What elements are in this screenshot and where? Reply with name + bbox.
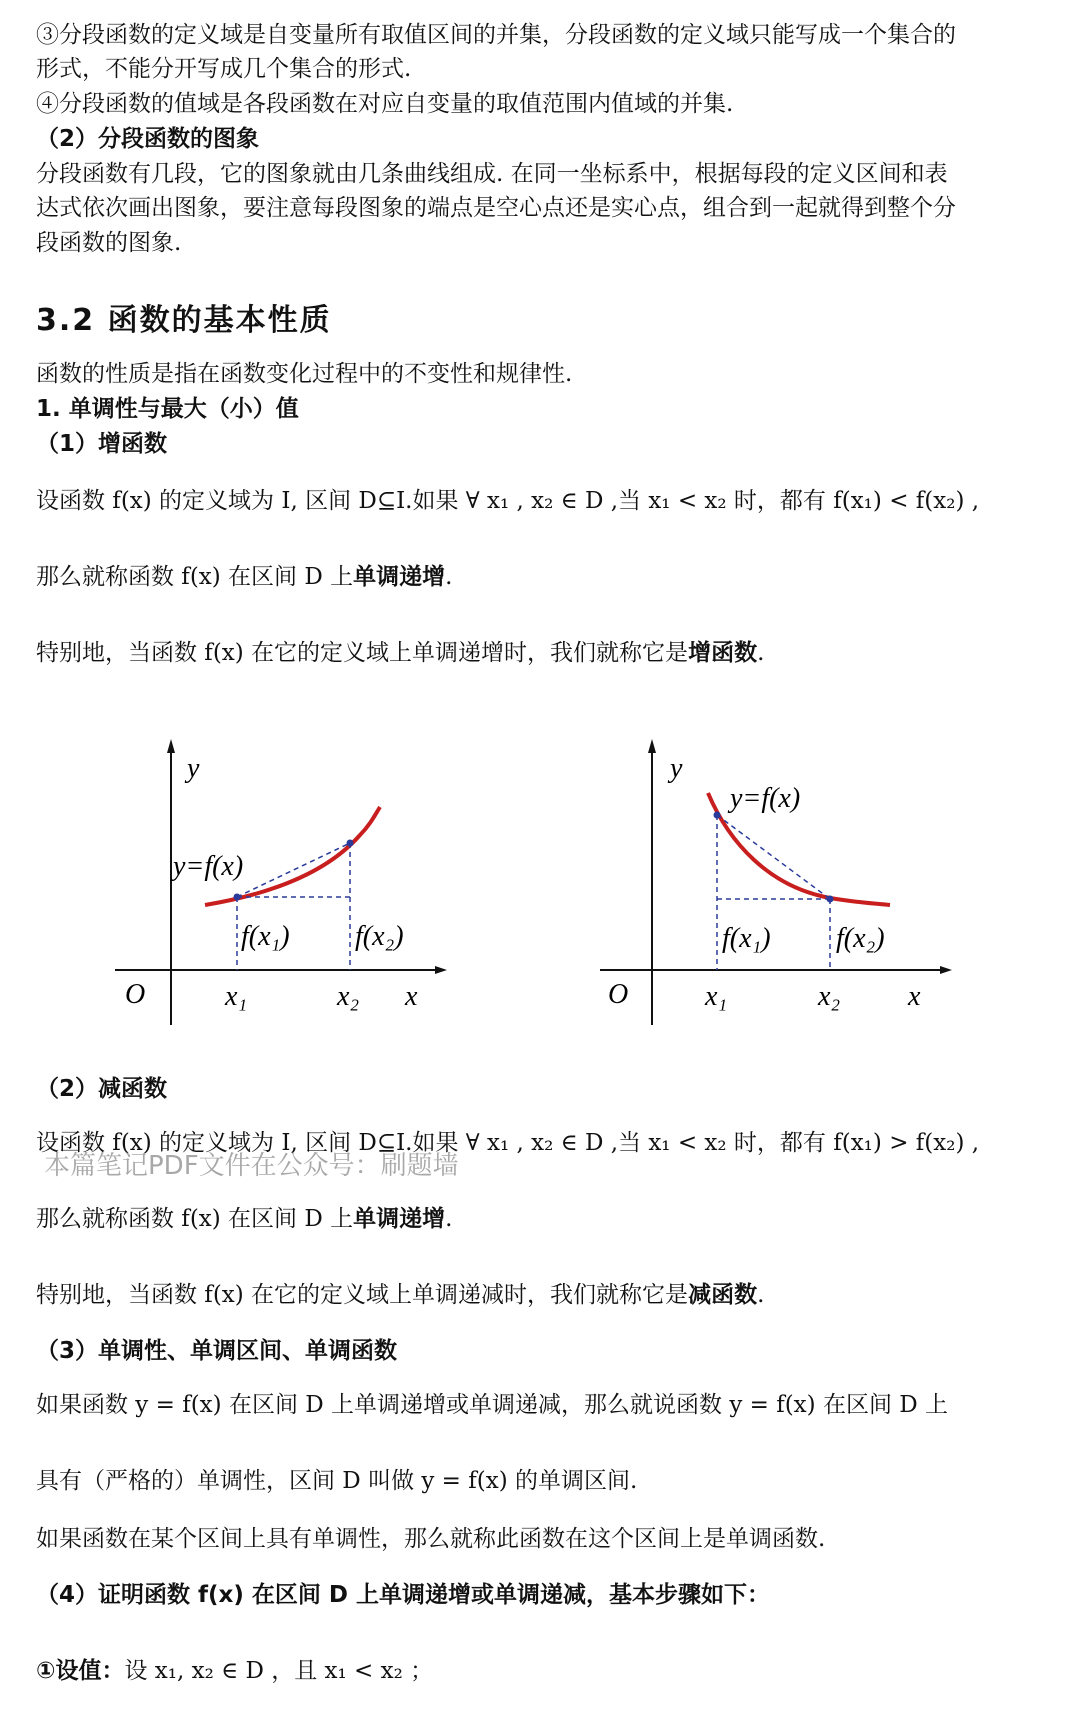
- text-line: ③分段函数的定义域是自变量所有取值区间的并集，分段函数的定义域只能写成一个集合的: [36, 22, 956, 48]
- y-axis-arrow: [648, 739, 656, 753]
- text-line: 具有（严格的）单调性，区间 D 叫做 y = f(x) 的单调区间.: [36, 1468, 638, 1494]
- origin-label: O: [125, 979, 146, 1010]
- fx1-label: f(x₁): [722, 923, 771, 954]
- text-span: 特别地，当函数 f(x) 在它的定义域上单调递减时，我们就称它是: [36, 1282, 689, 1308]
- text-line: ④分段函数的值域是各段函数在对应自变量的取值范围内值域的并集.: [36, 91, 734, 117]
- term-bold: 单调递增: [353, 1206, 446, 1232]
- decreasing-function-graph: [590, 735, 960, 1035]
- fx2-label: f(x₂): [836, 923, 885, 954]
- y-axis-arrow: [167, 739, 175, 753]
- definition-line: [36, 560, 1046, 594]
- text-line: 函数的性质是指在函数变化过程中的不变性和规律性.: [36, 361, 573, 387]
- subheading: （3）单调性、单调区间、单调函数: [36, 1338, 398, 1364]
- term-bold: 减函数: [688, 1282, 758, 1308]
- function-label: y=f(x): [173, 851, 244, 882]
- watermark: 本篇笔记PDF文件在公众号：刷题墙: [44, 1151, 459, 1181]
- fx1-label: f(x₁): [241, 921, 290, 952]
- x1-label: x₁: [225, 981, 248, 1012]
- text-span: .: [757, 640, 765, 666]
- subheading: （2）减函数: [36, 1076, 168, 1102]
- definition-line: 设函数 f(x) 的定义域为 I, 区间 D⊆I.如果 ∀ x₁ , x₂ ∈ D ,当 x₁ < x₂ 时，都有 f(x₁) > f(x₂) ,: [36, 1130, 980, 1156]
- text-line: 如果函数在某个区间上具有单调性，那么就称此函数在这个区间上是单调函数.: [36, 1526, 826, 1552]
- subheading: 1. 单调性与最大（小）值: [36, 396, 299, 422]
- step-line: [36, 1654, 1046, 1688]
- y-axis-label: y: [187, 753, 200, 784]
- function-label: y=f(x): [730, 783, 801, 814]
- x-axis-label: x: [405, 981, 418, 1012]
- x2-label: x₂: [818, 981, 841, 1012]
- section-title: 3.2 函数的基本性质: [36, 303, 332, 338]
- point-x1: [234, 894, 241, 901]
- text-span: 那么就称函数 f(x) 在区间 D 上: [36, 564, 354, 590]
- definition-line: [36, 1278, 1046, 1312]
- step-label: ①设值：: [36, 1658, 125, 1684]
- text-line: 达式依次画出图象，要注意每段图象的端点是空心点还是实心点，组合到一起就得到整个分: [36, 195, 956, 221]
- origin-label: O: [608, 979, 629, 1010]
- definition-line: [36, 1202, 1046, 1236]
- text-span: 特别地，当函数 f(x) 在它的定义域上单调递增时，我们就称它是: [36, 640, 689, 666]
- text-line: 分段函数有几段，它的图象就由几条曲线组成. 在同一坐标系中，根据每段的定义区间和表: [36, 161, 948, 187]
- x2-label: x₂: [337, 981, 360, 1012]
- point-x2: [827, 896, 834, 903]
- x-axis-label: x: [908, 981, 921, 1012]
- text-span: .: [445, 564, 453, 590]
- term-bold: 单调递增: [353, 564, 446, 590]
- x-axis-arrow: [940, 966, 952, 974]
- increasing-function-graph: [105, 735, 450, 1035]
- text-span: 那么就称函数 f(x) 在区间 D 上: [36, 1206, 354, 1232]
- subheading: （2）分段函数的图象: [36, 126, 260, 152]
- subheading: （4）证明函数 f(x) 在区间 D 上单调递增或单调递减，基本步骤如下：: [36, 1582, 770, 1608]
- x1-label: x₁: [705, 981, 728, 1012]
- text-line: 段函数的图象.: [36, 230, 182, 256]
- x-axis-arrow: [435, 966, 447, 974]
- subheading: （1）增函数: [36, 431, 168, 457]
- text-line: 形式，不能分开写成几个集合的形式.: [36, 56, 412, 82]
- term-bold: 增函数: [688, 640, 758, 666]
- point-x1: [714, 812, 721, 819]
- text-span: 设 x₁, x₂ ∈ D ，且 x₁ < x₂ ；: [124, 1658, 434, 1684]
- y-axis-label: y: [670, 753, 683, 784]
- secant-line: [237, 843, 350, 897]
- text-line: 如果函数 y = f(x) 在区间 D 上单调递增或单调递减，那么就说函数 y = f(x) 在区间 D 上: [36, 1392, 949, 1418]
- point-x2: [347, 840, 354, 847]
- secant-line: [717, 815, 830, 899]
- definition-line: 设函数 f(x) 的定义域为 I, 区间 D⊆I.如果 ∀ x₁ , x₂ ∈ D ,当 x₁ < x₂ 时，都有 f(x₁) < f(x₂) ,: [36, 488, 980, 514]
- definition-line: [36, 636, 1046, 670]
- text-span: .: [445, 1206, 453, 1232]
- text-span: .: [757, 1282, 765, 1308]
- fx2-label: f(x₂): [355, 921, 404, 952]
